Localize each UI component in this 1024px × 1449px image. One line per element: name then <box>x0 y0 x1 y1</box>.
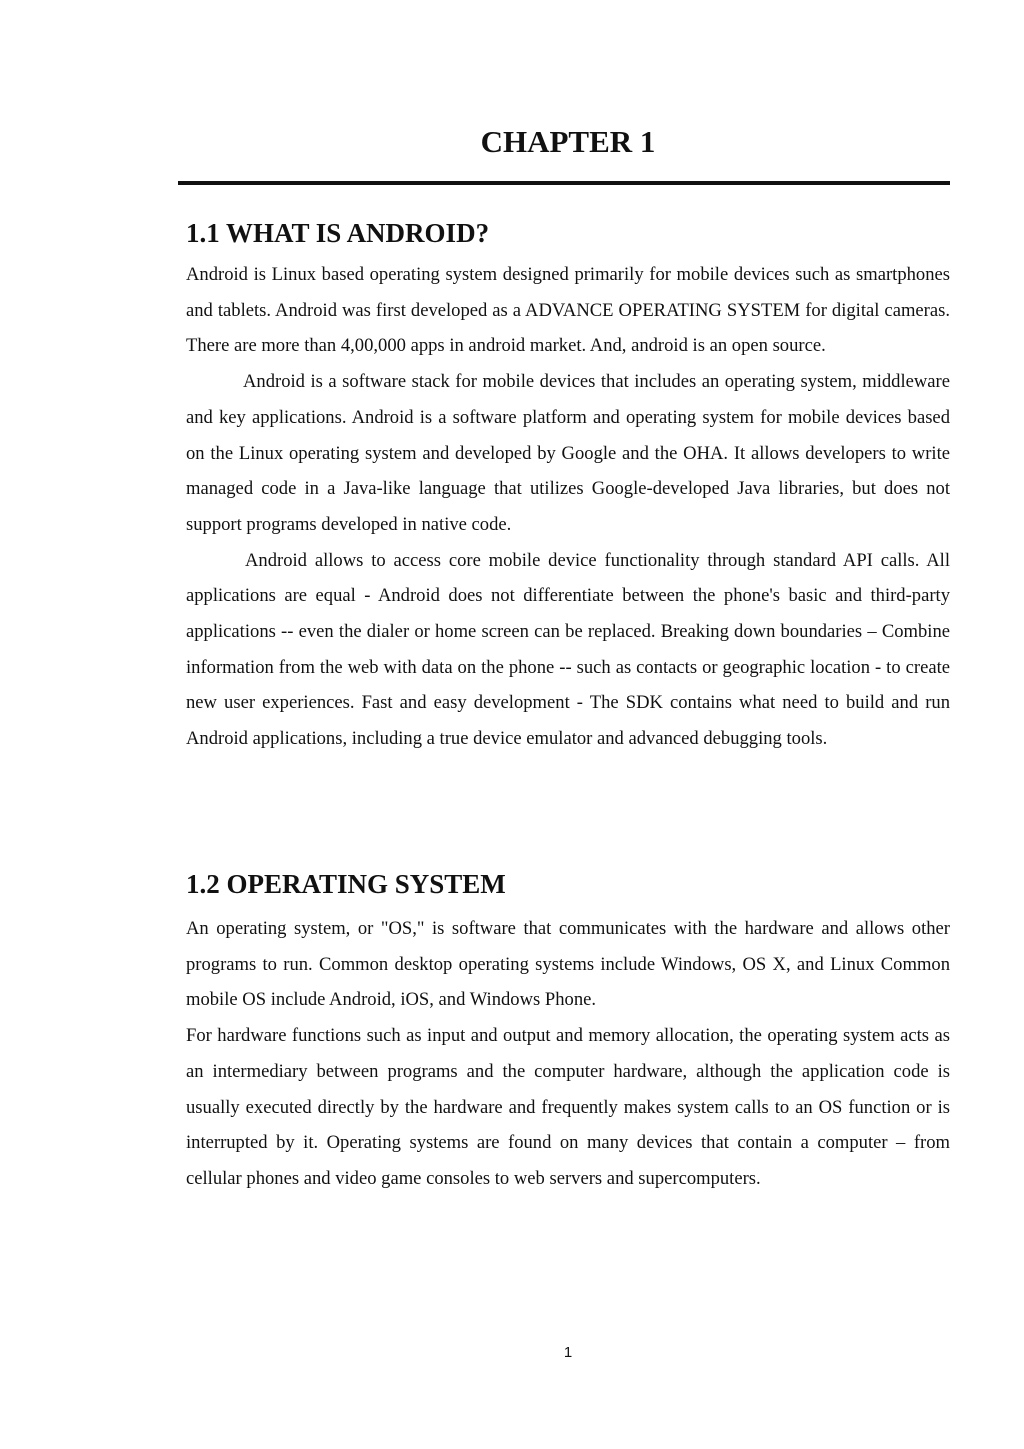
paragraph: An operating system, or "OS," is software that communicates with the hardware and allows other programs to run. Common desktop operating systems include Windows, OS X, and Linux Common mobile OS include Android, iOS, and Windows Phone. <box>186 918 950 1011</box>
paragraph: Android is Linux based operating system designed primarily for mobile devices such as smartphones and tablets. Android was first developed as a ADVANCE OPERATING SYSTEM for digital cameras. There are more than 4,00,000 apps in android market. And, android is an open source. <box>186 264 950 357</box>
page-number: 1 <box>563 1344 573 1361</box>
chapter-divider <box>178 181 950 185</box>
paragraph: Android is a software stack for mobile devices that includes an operating system, middleware and key applications. Android is a software platform and operating system for mobile devices based on the Linux operating system and developed by Google and the OHA. It allows developers to write managed code in a Java-like language that utilizes Google-developed Java libraries, but does not support programs developed in native code. <box>186 371 950 535</box>
paragraph: For hardware functions such as input and output and memory allocation, the operating system acts as an intermediary between programs and the computer hardware, although the application code is usually executed directly by the hardware and frequently makes system calls to an OS function or is interrupted by it. Operating systems are found on many devices that contain a computer – from cellular phones and video game consoles to web servers and supercomputers. <box>186 1025 950 1189</box>
section-body-what-is-android <box>186 257 950 757</box>
section-heading-operating-system: 1.2 OPERATING SYSTEM <box>186 869 506 899</box>
section-body-operating-system <box>186 911 950 1197</box>
chapter-title: CHAPTER 1 <box>480 124 656 159</box>
paragraph: Android allows to access core mobile device functionality through standard API calls. All applications are equal - Android does not differentiate between the phone's basic and third-party applications -- even the dialer or home screen can be replaced. Breaking down boundaries – Combine information from the web with data on the phone -- such as contacts or geographic location - to create new user experiences. Fast and easy development - The SDK contains what need to build and run Android applications, including a true device emulator and advanced debugging tools. <box>186 549 950 750</box>
section-heading-what-is-android: 1.1 WHAT IS ANDROID? <box>186 218 490 248</box>
